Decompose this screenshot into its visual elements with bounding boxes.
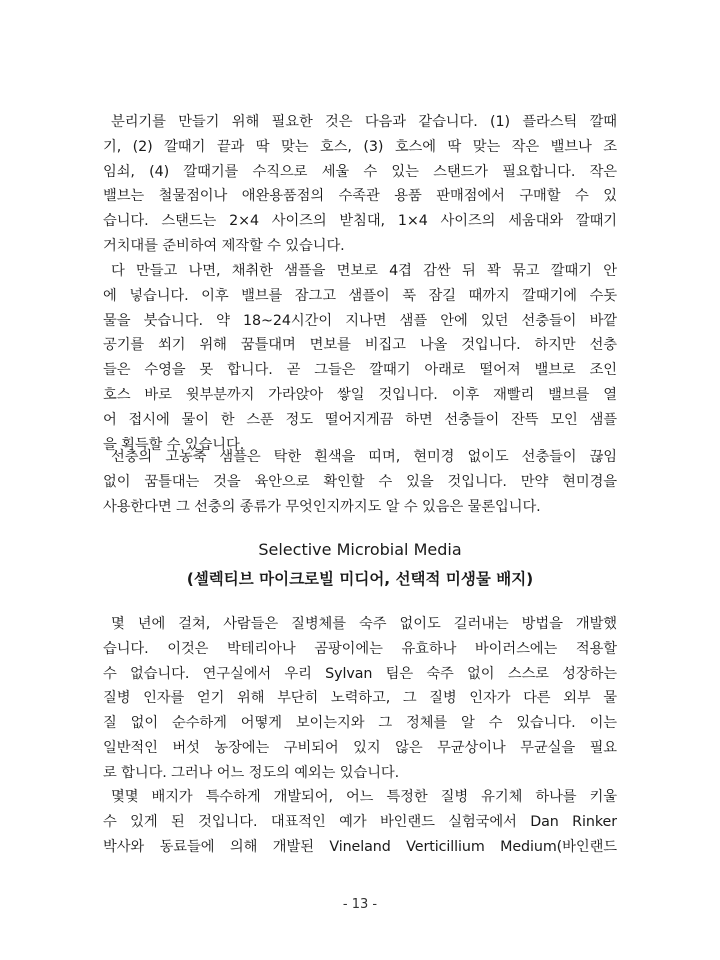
text-line: 호스 바로 윗부분까지 가라앉아 쌓일 것입니다. 이후 재빨리 밸브를 열 — [103, 386, 617, 403]
paragraph-specialized-media — [103, 785, 617, 859]
text-line: 거치대를 준비하여 제작할 수 있습니다. — [103, 237, 345, 254]
paragraph-nematode-sample — [103, 445, 617, 519]
text-line: 몇 년에 걸쳐, 사람들은 질병체를 숙주 없이도 길러내는 방법을 개발했 — [111, 616, 617, 632]
section-heading-korean: (셀렉티브 마이크로빌 미디어, 선택적 미생물 배지) — [186, 570, 534, 588]
text-line: 들은 수영을 못 합니다. 곧 그들은 깔때기 아래로 떨어져 밸브로 조인 — [103, 362, 617, 379]
text-line: 을 획득할 수 있습니다. — [103, 436, 245, 453]
text-line: 박사와 동료들에 의해 개발된 Vineland Verticillium Medium(바인랜드 — [103, 838, 617, 855]
text-line: 몇몇 배지가 특수하게 개발되어, 어느 특정한 질병 유기체 하나를 키울 — [111, 789, 617, 805]
text-line: 공기를 쐬기 위해 꿈틀대며 면보를 비집고 나올 것입니다. 하지만 선충 — [103, 337, 617, 354]
text-line: 습니다. 이것은 박테리아나 곰팡이에는 유효하나 바이러스에는 적용할 — [103, 640, 617, 657]
text-line: 물을 붓습니다. 약 18~24시간이 지나면 샘플 안에 있던 선충들이 바깥 — [103, 312, 617, 329]
text-line: 질병 인자를 얻기 위해 부단히 노력하고, 그 질병 인자가 다른 외부 물 — [103, 690, 617, 707]
page-number: - 13 - — [342, 897, 378, 912]
text-line: 없이 꿈틀대는 것을 육안으로 확인할 수 있을 것입니다. 만약 현미경을 — [103, 473, 617, 490]
text-line: 기, (2) 깔때기 끝과 딱 맞는 호스, (3) 호스에 딱 맞는 작은 밸브나 조 — [103, 138, 617, 155]
text-line: 선충의 고농축 샘플은 탁한 흰색을 띠며, 현미경 없이도 선충들이 끊임 — [111, 449, 617, 465]
text-line: 습니다. 스탠드는 2×4 사이즈의 받침대, 1×4 사이즈의 세움대와 깔때기 — [103, 213, 617, 230]
text-line: 수 없습니다. 연구실에서 우리 Sylvan 팀은 숙주 없이 스스로 성장하는 — [103, 665, 617, 682]
text-line: 수 있게 된 것입니다. 대표적인 예가 바인랜드 실험국에서 Dan Rinker — [103, 813, 617, 830]
text-line: 분리기를 만들기 위해 필요한 것은 다음과 같습니다. (1) 플라스틱 깔때 — [111, 114, 617, 130]
text-line: 로 합니다. 그러나 어느 정도의 예외는 있습니다. — [103, 764, 400, 781]
text-line: 사용한다면 그 선충의 종류가 무엇인지까지도 알 수 있음은 물론입니다. — [103, 498, 541, 515]
section-heading-english: Selective Microbial Media — [258, 540, 462, 559]
text-line: 일반적인 버섯 농장에는 구비되어 있지 않은 무균상이나 무균실을 필요 — [103, 739, 617, 756]
text-line: 에 넣습니다. 이후 밸브를 잠그고 샘플이 푹 잠길 때까지 깔때기에 수돗 — [103, 287, 617, 304]
text-line: 밸브는 철물점이나 애완용품점의 수족관 용품 판매점에서 구매할 수 있 — [103, 188, 617, 205]
paragraph-separator-materials — [103, 110, 617, 259]
text-line: 임쇠, (4) 깔때기를 수직으로 세울 수 있는 스탠드가 필요합니다. 작은 — [103, 163, 617, 180]
paragraph-separator-procedure — [103, 259, 617, 457]
paragraph-media-intro — [103, 612, 617, 786]
text-line: 질 없이 순수하게 어떻게 보이는지와 그 정체를 알 수 있습니다. 이는 — [103, 715, 617, 732]
text-line: 어 접시에 물이 한 스푼 정도 떨어지게끔 하면 선충들이 잔뜩 모인 샘플 — [103, 411, 617, 428]
text-line: 다 만들고 나면, 채취한 샘플을 면보로 4겹 감싼 뒤 꽉 묶고 깔때기 안 — [111, 263, 617, 279]
